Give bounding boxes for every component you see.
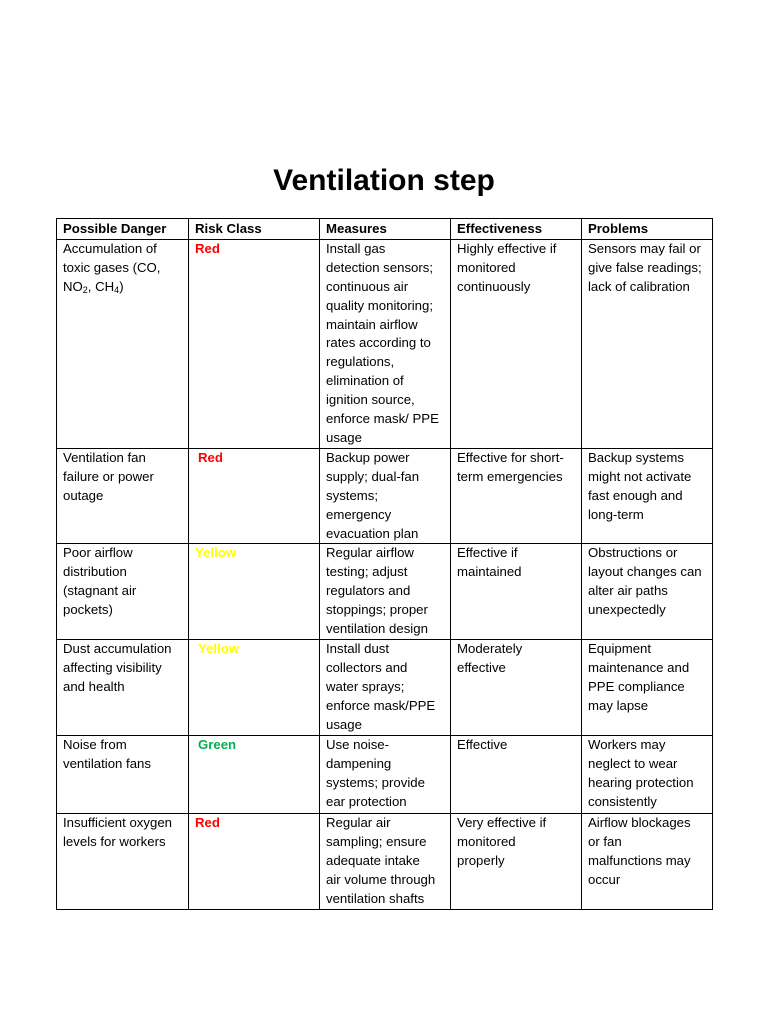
danger-text: Accumulation of toxic gases (CO, $NO_2$, $CH_4$) xyxy=(63,240,161,295)
header-possible-danger: Possible Danger xyxy=(57,219,189,240)
effectiveness-cell xyxy=(451,640,582,736)
risk-class-label: Yellow xyxy=(195,545,237,561)
effectiveness-text: Effective if maintained xyxy=(457,545,522,580)
header-effectiveness: Effectiveness xyxy=(451,219,582,240)
effectiveness-cell xyxy=(451,448,582,544)
table-header-row xyxy=(57,219,713,240)
risk-class-label: Red xyxy=(195,814,220,830)
measures-cell xyxy=(320,544,451,640)
risk-class-cell xyxy=(189,735,320,813)
danger-text: Dust accumulation affecting visibility and health xyxy=(63,641,172,695)
measures-text: Install dust collectors and water sprays; enforce mask/PPE usage xyxy=(326,641,436,733)
problems-text: Sensors may fail or give false readings; lack of calibration xyxy=(588,240,702,294)
measures-text: Regular air sampling; ensure adequate intake air volume through ventilation shafts xyxy=(326,814,436,906)
danger-cell xyxy=(57,544,189,640)
danger-text: Ventilation fan failure or power outage xyxy=(63,449,154,503)
effectiveness-text: Effective xyxy=(457,736,508,752)
danger-text: Poor airflow distribution (stagnant air pockets) xyxy=(63,545,137,618)
header-measures: Measures xyxy=(320,219,451,240)
measures-text: Backup power supply; dual-fan systems; emergency evacuation plan xyxy=(326,449,420,541)
risk-class-cell xyxy=(189,239,320,448)
header-problems: Problems xyxy=(582,219,713,240)
problems-text: Backup systems might not activate fast enough and long-term xyxy=(588,449,692,522)
measures-cell xyxy=(320,813,451,909)
risk-class-cell xyxy=(189,544,320,640)
table-row xyxy=(57,735,713,813)
risk-class-cell xyxy=(189,448,320,544)
table-row xyxy=(57,813,713,909)
problems-cell xyxy=(582,640,713,736)
danger-cell xyxy=(57,239,189,448)
danger-text: Noise from ventilation fans xyxy=(63,736,151,771)
effectiveness-cell xyxy=(451,544,582,640)
table-row xyxy=(57,544,713,640)
risk-table xyxy=(56,218,713,910)
page-title: Ventilation step xyxy=(273,164,495,197)
effectiveness-cell xyxy=(451,735,582,813)
effectiveness-cell xyxy=(451,239,582,448)
measures-cell xyxy=(320,448,451,544)
effectiveness-cell xyxy=(451,813,582,909)
problems-cell xyxy=(582,813,713,909)
problems-text: Airflow blockages or fan malfunctions may occur xyxy=(588,814,691,887)
problems-cell xyxy=(582,735,713,813)
risk-class-cell xyxy=(189,813,320,909)
measures-text: Use noise- dampening systems; provide ear protection xyxy=(326,736,425,809)
measures-cell xyxy=(320,735,451,813)
subscript: 4 xyxy=(114,284,120,295)
table-row xyxy=(57,640,713,736)
risk-class-label: Red xyxy=(198,449,223,465)
risk-class-label: Yellow xyxy=(198,641,240,657)
measures-cell xyxy=(320,239,451,448)
problems-cell xyxy=(582,544,713,640)
measures-cell xyxy=(320,640,451,736)
risk-class-label: Red xyxy=(195,240,220,256)
risk-class-cell xyxy=(189,640,320,736)
measures-text: Install gas detection sensors; continuous air quality monitoring; maintain airflow rates according to regulations, elimination of ignition source, enforce mask/ PPE usage xyxy=(326,240,439,445)
subscript: 2 xyxy=(82,284,88,295)
effectiveness-text: Very effective if monitored properly xyxy=(457,814,547,868)
danger-cell xyxy=(57,735,189,813)
danger-cell xyxy=(57,640,189,736)
table-row xyxy=(57,239,713,448)
problems-text: Equipment maintenance and PPE compliance may lapse xyxy=(588,641,690,714)
effectiveness-text: Effective for short- term emergencies xyxy=(457,449,564,484)
danger-text: Insufficient oxygen levels for workers xyxy=(63,814,172,849)
table-row xyxy=(57,448,713,544)
problems-text: Obstructions or layout changes can alter air paths unexpectedly xyxy=(588,545,702,618)
effectiveness-text: Moderately effective xyxy=(457,641,523,676)
danger-cell xyxy=(57,448,189,544)
problems-text: Workers may neglect to wear hearing protection consistently xyxy=(588,736,694,809)
effectiveness-text: Highly effective if monitored continuously xyxy=(457,240,557,294)
problems-cell xyxy=(582,448,713,544)
risk-class-label: Green xyxy=(198,736,237,752)
danger-cell xyxy=(57,813,189,909)
header-risk-class: Risk Class xyxy=(189,219,320,240)
problems-cell xyxy=(582,239,713,448)
measures-text: Regular airflow testing; adjust regulators and stoppings; proper ventilation design xyxy=(326,545,428,637)
